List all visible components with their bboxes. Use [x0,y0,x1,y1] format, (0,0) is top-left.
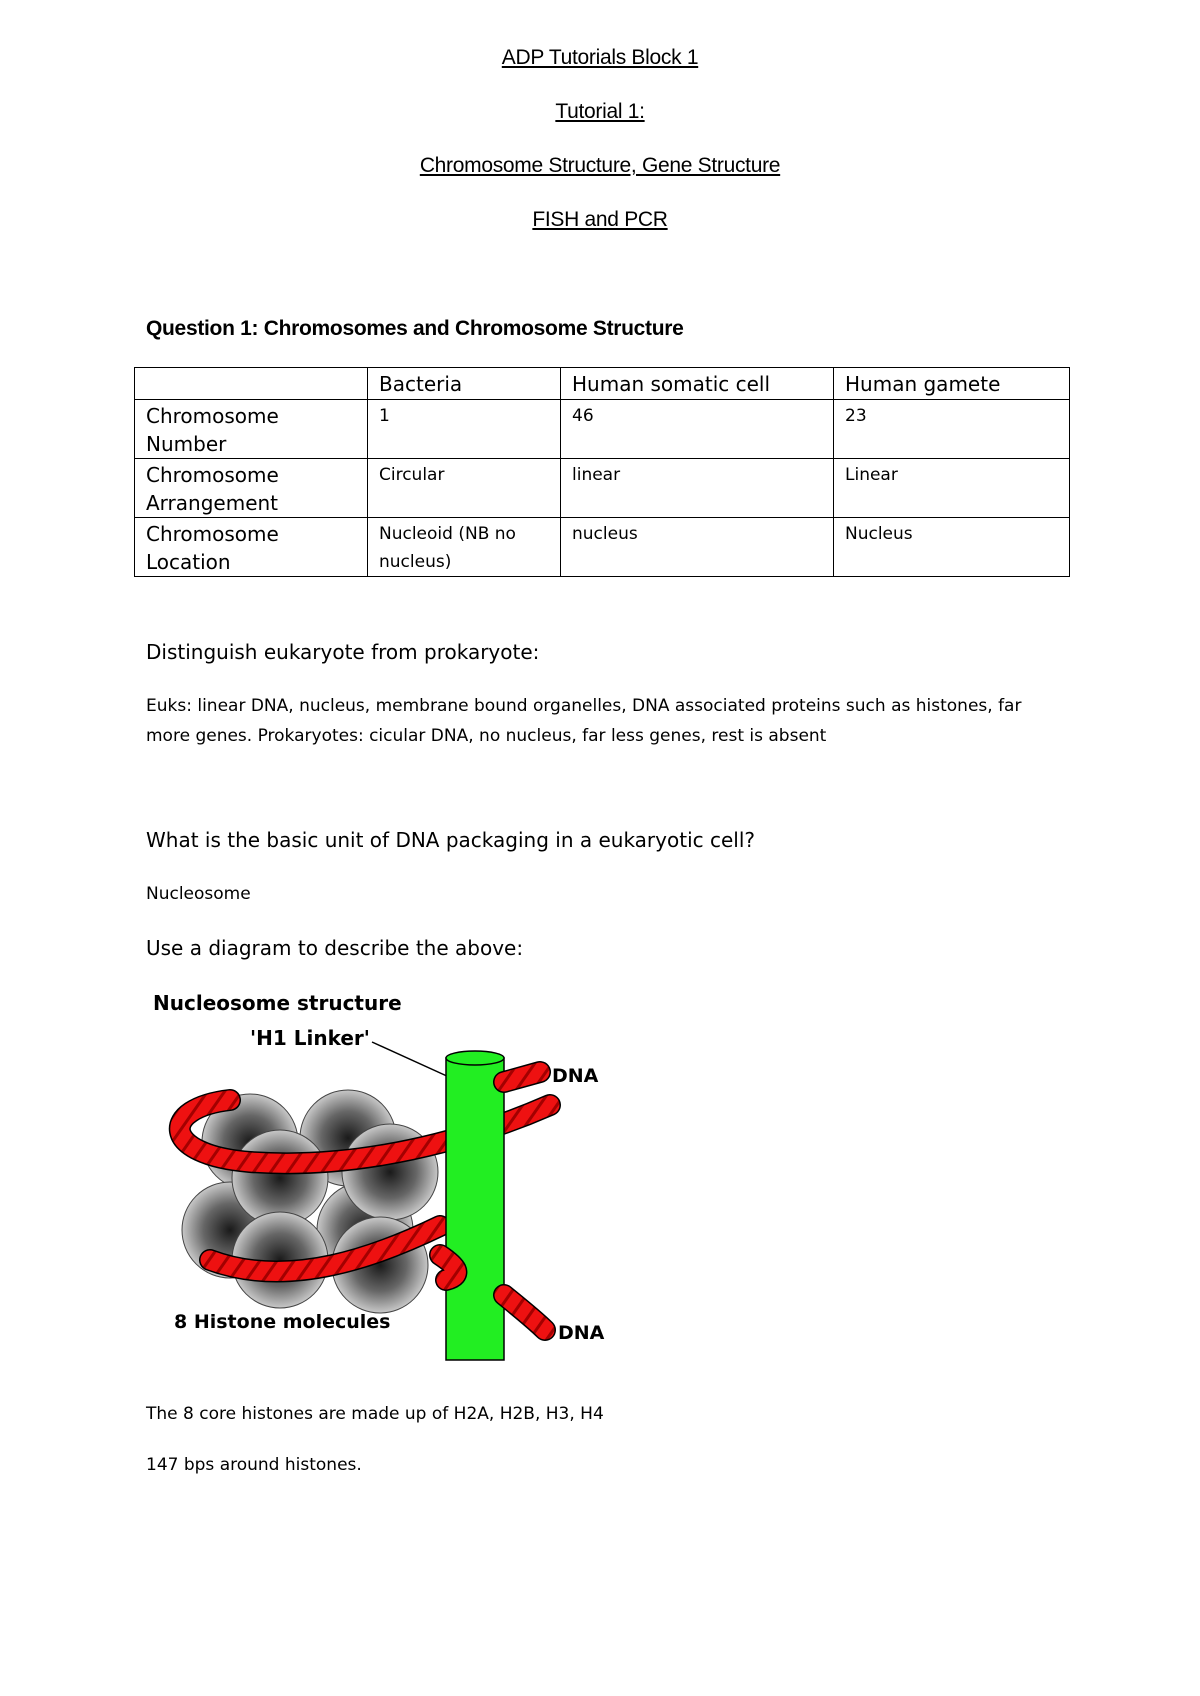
row-label: Chromosome Location [135,518,368,577]
table-cell: linear [561,459,834,518]
table-cell: Linear [834,459,1070,518]
diagram-prompt: Use a diagram to describe the above: [146,936,524,960]
table-cell: 46 [561,400,834,459]
table-header-cell: Human gamete [834,368,1070,400]
distinguish-heading: Distinguish eukaryote from prokaryote: [146,640,540,664]
diagram-title: Nucleosome structure [153,991,402,1015]
table-row [135,400,1070,459]
table-row [135,518,1070,577]
table-cell: Nucleus [834,518,1070,577]
h1-linker-top [446,1051,504,1065]
table-header-cell: Bacteria [368,368,561,400]
bps-note: 147 bps around histones. [146,1455,362,1475]
table-header-cell: Human somatic cell [561,368,834,400]
h1-linker-column [446,1058,504,1360]
chromosome-table [134,367,1070,577]
table-cell: 23 [834,400,1070,459]
row-label: Chromosome Number [135,400,368,459]
table-header-row [135,368,1070,400]
row-label: Chromosome Arrangement [135,459,368,518]
basic-unit-answer: Nucleosome [146,884,251,904]
histone-label: 8 Histone molecules [174,1311,391,1333]
topic-title: Chromosome Structure, Gene Structure [419,154,781,177]
basic-unit-question: What is the basic unit of DNA packaging in a eukaryotic cell? [146,828,756,852]
dna-strand [504,1072,540,1082]
subtopic-title: FISH and PCR [532,208,668,231]
tutorial-title: Tutorial 1: [555,100,645,123]
linker-label: 'H1 Linker' [250,1026,370,1050]
question-1-heading: Question 1: Chromosomes and Chromosome Structure [146,317,684,340]
dna-strand [440,1255,456,1280]
nucleosome-diagram [140,990,660,1375]
table-cell: nucleus [561,518,834,577]
document-title: ADP Tutorials Block 1 [501,46,699,69]
table-row [135,459,1070,518]
table-cell: Nucleoid (NB no nucleus) [368,518,561,577]
distinguish-answer: Euks: linear DNA, nucleus, membrane bound organelles, DNA associated proteins such as histones, far more genes. Prokaryotes: cicular DNA, no nucleus, far less genes, rest is absent [146,696,1022,746]
histones-note: The 8 core histones are made up of H2A, H2B, H3, H4 [146,1404,604,1424]
table-header-cell [135,368,368,400]
table-cell: Circular [368,459,561,518]
dna-label-bottom: DNA [558,1322,605,1344]
table-cell: 1 [368,400,561,459]
dna-label-top: DNA [552,1065,599,1087]
